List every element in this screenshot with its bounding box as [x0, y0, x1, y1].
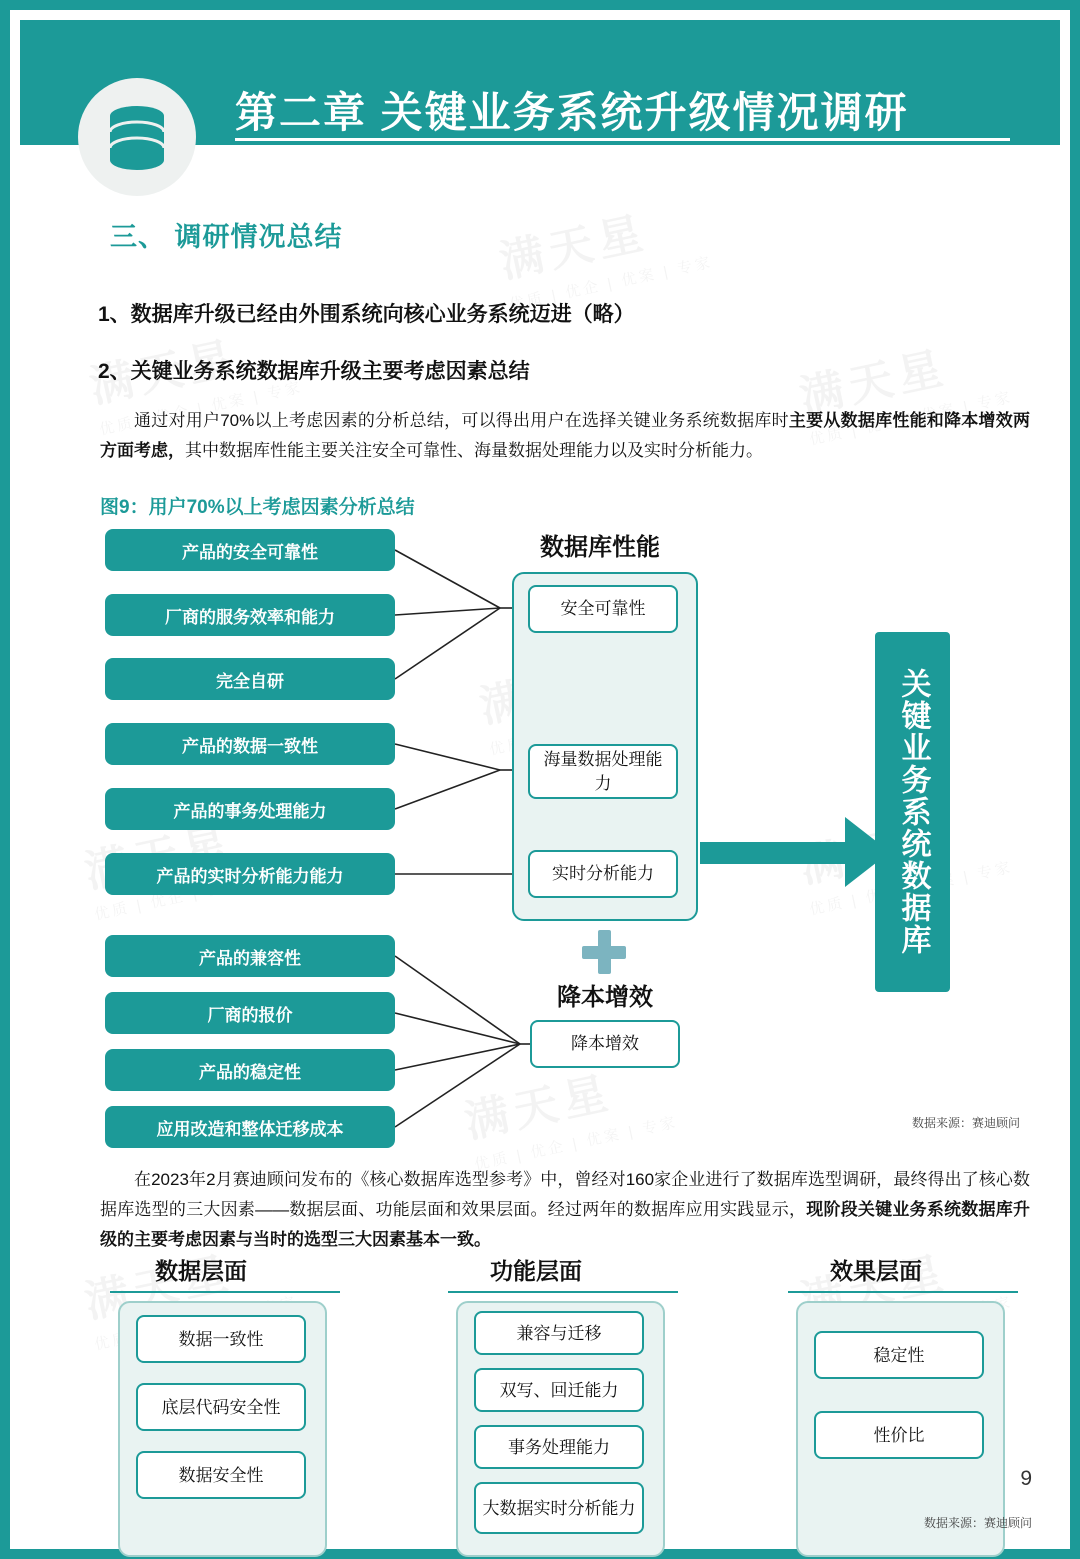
- paragraph-1-part-b: 主要从数据库性能和降本增效两方面考虑，: [100, 411, 1031, 460]
- factor-item: 产品的事务处理能力: [105, 788, 395, 830]
- result-box: 关键业务系统数据库: [875, 632, 950, 992]
- performance-item: 海量数据处理能力: [528, 744, 678, 799]
- cost-item: 降本增效: [530, 1020, 680, 1068]
- column-title: 数据层面: [155, 1258, 247, 1284]
- factor-item: 产品的数据一致性: [105, 723, 395, 765]
- column-item: 性价比: [814, 1411, 984, 1459]
- group-title-performance: 数据库性能: [540, 534, 660, 561]
- paragraph-2: [100, 1165, 1030, 1255]
- column-item: 大数据实时分析能力: [474, 1482, 644, 1534]
- column-title: 功能层面: [490, 1258, 582, 1284]
- three-factor-diagram: [100, 1253, 1030, 1553]
- factor-item: 产品的实时分析能力能力: [105, 853, 395, 895]
- column-item: 稳定性: [814, 1331, 984, 1379]
- factor-item: 产品的安全可靠性: [105, 529, 395, 571]
- paragraph-1: [100, 406, 1030, 466]
- column-item: 兼容与迁移: [474, 1311, 644, 1355]
- plus-icon: [582, 930, 626, 974]
- factor-item: 产品的兼容性: [105, 935, 395, 977]
- factor-item: 完全自研: [105, 658, 395, 700]
- database-icon: [106, 104, 168, 170]
- title-underline: [235, 138, 1010, 141]
- factor-item: 应用改造和整体迁移成本: [105, 1106, 395, 1148]
- summary-item-1: 1、数据库升级已经由外围系统向核心业务系统迈进（略）: [98, 303, 635, 326]
- paragraph-2-part-a: 在2023年2月赛迪顾问发布的《核心数据库选型参考》中，曾经对160家企业进行了数据库选型调研，最终得出了核心数据库选型的三大因素——数据层面、功能层面和效果层面。经过两年的数据库应用实践显示，: [100, 1170, 1030, 1219]
- column-item: 底层代码安全性: [136, 1383, 306, 1431]
- factor-item: 厂商的报价: [105, 992, 395, 1034]
- watermark: [493, 184, 715, 314]
- column-item: 数据一致性: [136, 1315, 306, 1363]
- section-title: 三、 调研情况总结: [110, 222, 343, 252]
- column-item: 数据安全性: [136, 1451, 306, 1499]
- header-icon-circle: [78, 78, 196, 196]
- performance-item: 实时分析能力: [528, 850, 678, 898]
- figure-caption: 图9：用户70%以上考虑因素分析总结: [100, 497, 415, 518]
- summary-item-2: 2、关键业务系统数据库升级主要考虑因素总结: [98, 360, 530, 383]
- column-item: 双写、回迁能力: [474, 1368, 644, 1412]
- column-title: 效果层面: [830, 1258, 922, 1284]
- column-underline: [788, 1291, 1018, 1293]
- group-title-cost: 降本增效: [557, 984, 653, 1011]
- column-item: 事务处理能力: [474, 1425, 644, 1469]
- page-title: 第二章 关键业务系统升级情况调研: [235, 89, 909, 136]
- paragraph-1-part-c: 其中数据库性能主要关注安全可靠性、海量数据处理能力以及实时分析能力。: [185, 441, 763, 460]
- bottom-source: 数据来源：赛迪顾问: [923, 1516, 1032, 1530]
- factor-item: 厂商的服务效率和能力: [105, 594, 395, 636]
- column-underline: [448, 1291, 678, 1293]
- paragraph-1-part-a: 通过对用户70%以上考虑因素的分析总结，可以得出用户在选择关键业务系统数据库时: [134, 411, 789, 430]
- figure-source: 数据来源：赛迪顾问: [911, 1116, 1020, 1130]
- factor-item: 产品的稳定性: [105, 1049, 395, 1091]
- page-number: 9: [1020, 1467, 1032, 1490]
- column-underline: [110, 1291, 340, 1293]
- figure-9: [100, 522, 1030, 1142]
- paragraph-2-part-b: 现阶段关键业务系统数据库升级的主要考虑因素与当时的选型三大因素基本一致。: [100, 1200, 1031, 1249]
- performance-item: 安全可靠性: [528, 585, 678, 633]
